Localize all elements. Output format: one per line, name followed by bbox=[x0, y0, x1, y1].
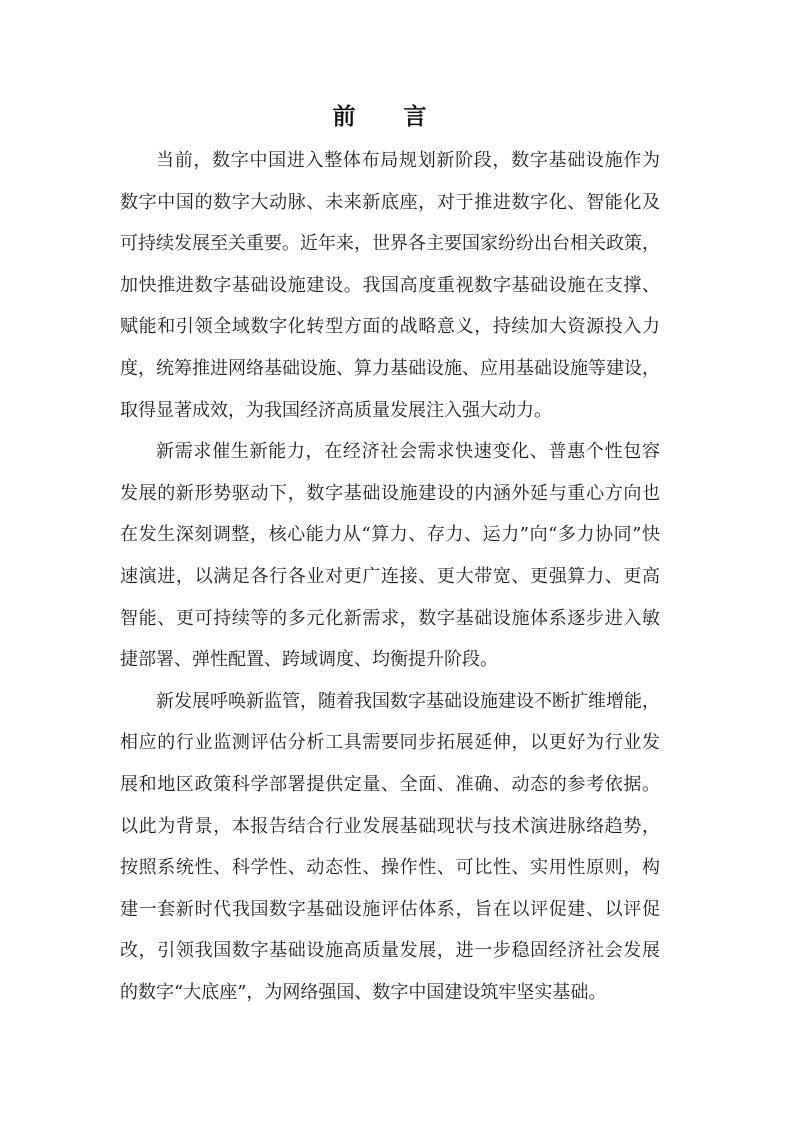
paragraph-line: 数字中国的数字大动脉、未来新底座，对于推进数字化、智能化及 bbox=[120, 191, 660, 213]
page-title: 前 言 bbox=[332, 103, 447, 130]
paragraph-line: 智能、更可持续等的多元化新需求，数字基础设施体系逐步进入敏 bbox=[120, 607, 660, 629]
paragraph-line: 度，统筹推进网络基础设施、算力基础设施、应用基础设施等建设， bbox=[120, 357, 660, 379]
paragraph-line: 建一套新时代我国数字基础设施评估体系，旨在以评促建、以评促 bbox=[120, 898, 660, 920]
paragraph-2 bbox=[120, 431, 660, 681]
paragraph-line: 可持续发展至关重要。近年来，世界各主要国家纷纷出台相关政策， bbox=[120, 233, 660, 255]
paragraph-line: 展和地区政策科学部署提供定量、全面、准确、动态的参考依据。 bbox=[120, 773, 660, 795]
paragraph-line: 取得显著成效，为我国经济高质量发展注入强大动力。 bbox=[120, 399, 552, 421]
paragraph-line: 新发展呼唤新监管，随着我国数字基础设施建设不断扩维增能， bbox=[156, 690, 660, 712]
paragraph-3 bbox=[120, 681, 660, 1014]
paragraph-1 bbox=[120, 140, 660, 431]
paragraph-line: 按照系统性、科学性、动态性、操作性、可比性、实用性原则，构 bbox=[120, 857, 660, 879]
paragraph-line: 以此为背景，本报告结合行业发展基础现状与技术演进脉络趋势， bbox=[120, 815, 660, 837]
paragraph-line: 加快推进数字基础设施建设。我国高度重视数字基础设施在支撑、 bbox=[120, 274, 660, 296]
paragraph-line: 捷部署、弹性配置、跨域调度、均衡提升阶段。 bbox=[120, 649, 498, 671]
paragraph-line: 改，引领我国数字基础设施高质量发展，进一步稳固经济社会发展 bbox=[120, 940, 660, 962]
paragraph-line: 在发生深刻调整，核心能力从“算力、存力、运力”向“多力协同”快 bbox=[120, 524, 660, 546]
paragraph-line: 发展的新形势驱动下，数字基础设施建设的内涵外延与重心方向也 bbox=[120, 482, 660, 504]
document-body bbox=[120, 140, 660, 1013]
paragraph-line: 的数字“大底座”，为网络强国、数字中国建设筑牢坚实基础。 bbox=[120, 981, 607, 1003]
paragraph-line: 相应的行业监测评估分析工具需要同步拓展延伸，以更好为行业发 bbox=[120, 732, 660, 754]
paragraph-line: 速演进，以满足各行各业对更广连接、更大带宽、更强算力、更高 bbox=[120, 565, 660, 587]
paragraph-line: 新需求催生新能力，在经济社会需求快速变化、普惠个性包容 bbox=[156, 441, 660, 463]
paragraph-line: 赋能和引领全域数字化转型方面的战略意义，持续加大资源投入力 bbox=[120, 316, 660, 338]
paragraph-line: 当前，数字中国进入整体布局规划新阶段，数字基础设施作为 bbox=[156, 150, 660, 171]
